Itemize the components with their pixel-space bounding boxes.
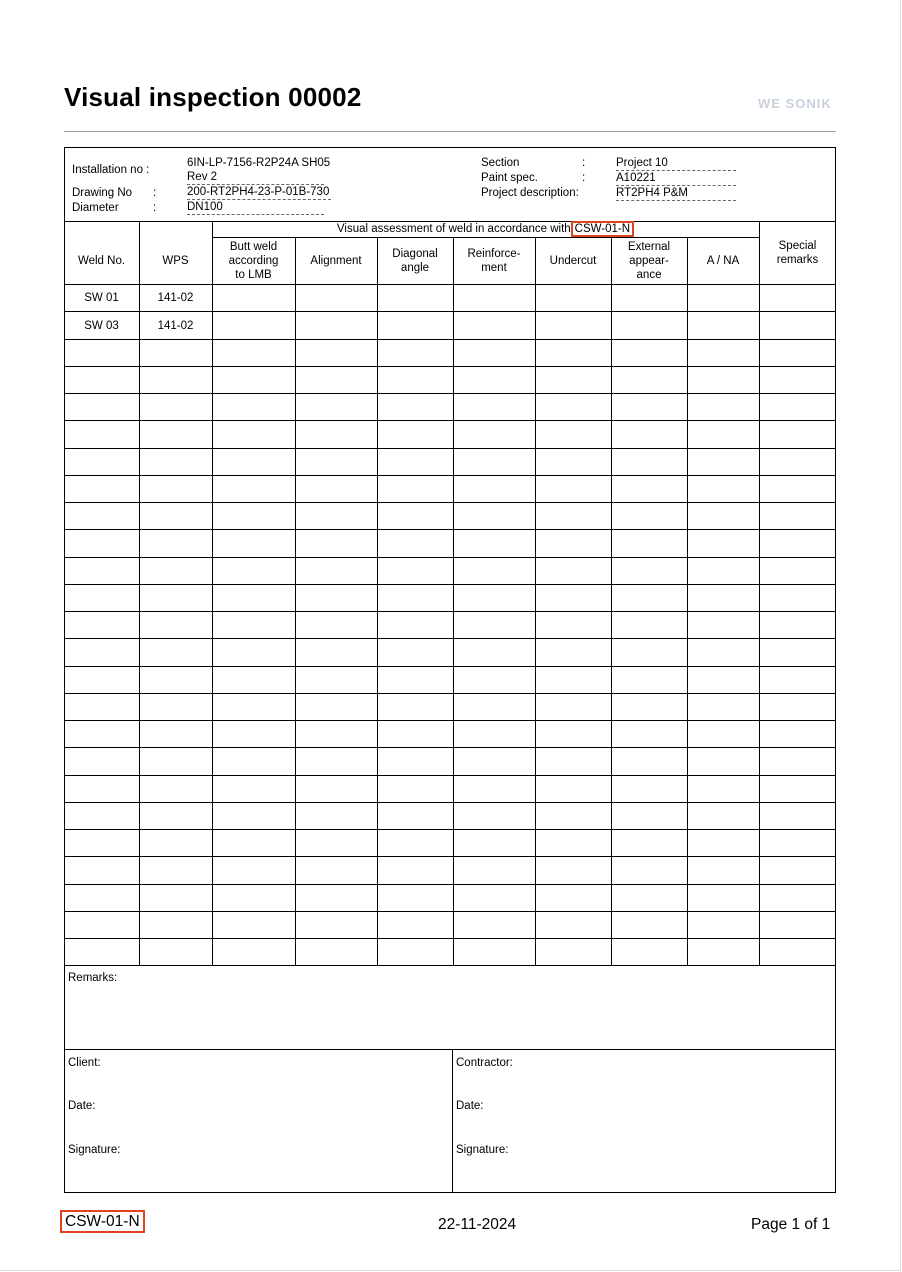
remarks-bottom-line — [64, 1049, 836, 1050]
row-1-wps: 141-02 — [157, 291, 194, 304]
footer-standard: CSW-01-N — [60, 1210, 145, 1233]
row-line — [64, 965, 836, 966]
row-line — [64, 693, 836, 694]
row-2-wps: 141-02 — [157, 319, 194, 332]
rev-value: Rev 2 — [187, 170, 324, 185]
section-colon: : — [582, 157, 586, 169]
rev-value-wrap — [187, 170, 324, 185]
column-line — [687, 238, 688, 965]
section-label: Section — [481, 157, 520, 169]
paint-colon: : — [582, 172, 586, 184]
diameter-value: DN100 — [187, 200, 324, 215]
drawing-value: 200-RT2PH4-23-P-01B-730 — [187, 186, 330, 198]
col-a-na: A / NA — [706, 255, 740, 267]
client-signature-label: Signature: — [68, 1144, 121, 1156]
row-2-weld: SW 03 — [84, 319, 119, 332]
col-reinforcement — [453, 238, 535, 284]
col-butt-weld-line2: according — [228, 255, 279, 267]
diameter-colon: : — [153, 202, 157, 214]
contractor-signature-label: Signature: — [456, 1144, 509, 1156]
col-external-line1: External — [627, 241, 671, 253]
column-line — [759, 222, 760, 965]
logo-text: WE SONIK — [758, 96, 832, 111]
contractor-date-label: Date: — [456, 1100, 484, 1112]
col-undercut: Undercut — [549, 255, 597, 267]
footer-standard-wrap — [60, 1213, 145, 1231]
installation-value: 6IN-LP-7156-R2P24A SH05 — [187, 157, 331, 169]
col-reinforcement-line1: Reinforce- — [467, 248, 521, 260]
row-line — [64, 448, 836, 449]
project-value: RT2PH4 P&M — [616, 186, 736, 201]
section-value: Project 10 — [616, 156, 736, 171]
project-label: Project description: — [481, 187, 579, 199]
row-line — [64, 802, 836, 803]
col-butt-weld — [212, 238, 295, 284]
drawing-colon: : — [153, 187, 157, 199]
assessment-standard: CSW-01-N — [571, 221, 634, 237]
paint-label: Paint spec. — [481, 172, 538, 184]
col-external-line2: appear- — [629, 255, 669, 267]
assessment-caption — [212, 222, 759, 237]
column-line — [535, 238, 536, 965]
row-line — [64, 475, 836, 476]
column-line — [295, 238, 296, 965]
project-value-wrap — [616, 186, 736, 201]
installation-label: Installation no : — [72, 164, 150, 176]
col-external-line3: ance — [636, 269, 662, 281]
column-line — [611, 238, 612, 965]
row-line — [64, 502, 836, 503]
row-line — [64, 884, 836, 885]
company-logo — [758, 96, 832, 111]
row-line — [64, 829, 836, 830]
drawing-value-wrap — [187, 185, 331, 200]
col-special-remarks — [759, 222, 836, 284]
signoff-divider — [452, 1049, 453, 1192]
client-label: Client: — [68, 1057, 101, 1069]
row-1-weld: SW 01 — [84, 291, 119, 304]
footer-date: 22-11-2024 — [438, 1216, 517, 1233]
diameter-value-wrap — [187, 200, 324, 215]
row-line — [64, 911, 836, 912]
column-line — [212, 222, 213, 965]
document-title: Visual inspection 00002 — [64, 82, 362, 112]
column-line — [453, 238, 454, 965]
paint-value-wrap — [616, 171, 736, 186]
client-date-label: Date: — [68, 1100, 96, 1112]
title-divider — [64, 131, 836, 132]
col-diagonal-line2: angle — [400, 262, 430, 274]
section-value-wrap — [616, 156, 736, 171]
row-line — [64, 666, 836, 667]
row-line — [64, 611, 836, 612]
col-external — [611, 238, 687, 284]
footer-page: Page 1 of 1 — [751, 1216, 831, 1233]
row-line — [64, 638, 836, 639]
assessment-caption-text: Visual assessment of weld in accordance with — [336, 223, 571, 235]
col-alignment: Alignment — [310, 255, 362, 267]
col-butt-weld-line3: to LMB — [235, 269, 272, 281]
row-line — [64, 529, 836, 530]
col-reinforcement-line2: ment — [481, 262, 507, 274]
row-line — [64, 584, 836, 585]
row-line — [64, 393, 836, 394]
col-special-line2: remarks — [776, 254, 819, 266]
row-line — [64, 747, 836, 748]
row-line — [64, 366, 836, 367]
row-line — [64, 339, 836, 340]
col-butt-weld-line1: Butt weld — [229, 241, 278, 253]
contractor-label: Contractor: — [456, 1057, 513, 1069]
col-diagonal — [377, 238, 453, 284]
row-line — [64, 775, 836, 776]
drawing-label: Drawing No — [72, 187, 133, 199]
col-special-line1: Special — [778, 240, 817, 252]
col-wps: WPS — [162, 255, 189, 267]
paint-value: A10221 — [616, 171, 736, 186]
remarks-label: Remarks: — [68, 972, 118, 984]
row-line — [64, 420, 836, 421]
col-weld-no: Weld No. — [77, 255, 126, 267]
row-line — [64, 720, 836, 721]
column-line — [377, 238, 378, 965]
diameter-label: Diameter — [72, 202, 119, 214]
row-line — [64, 938, 836, 939]
row-line — [64, 557, 836, 558]
col-diagonal-line1: Diagonal — [392, 248, 438, 260]
row-line — [64, 856, 836, 857]
